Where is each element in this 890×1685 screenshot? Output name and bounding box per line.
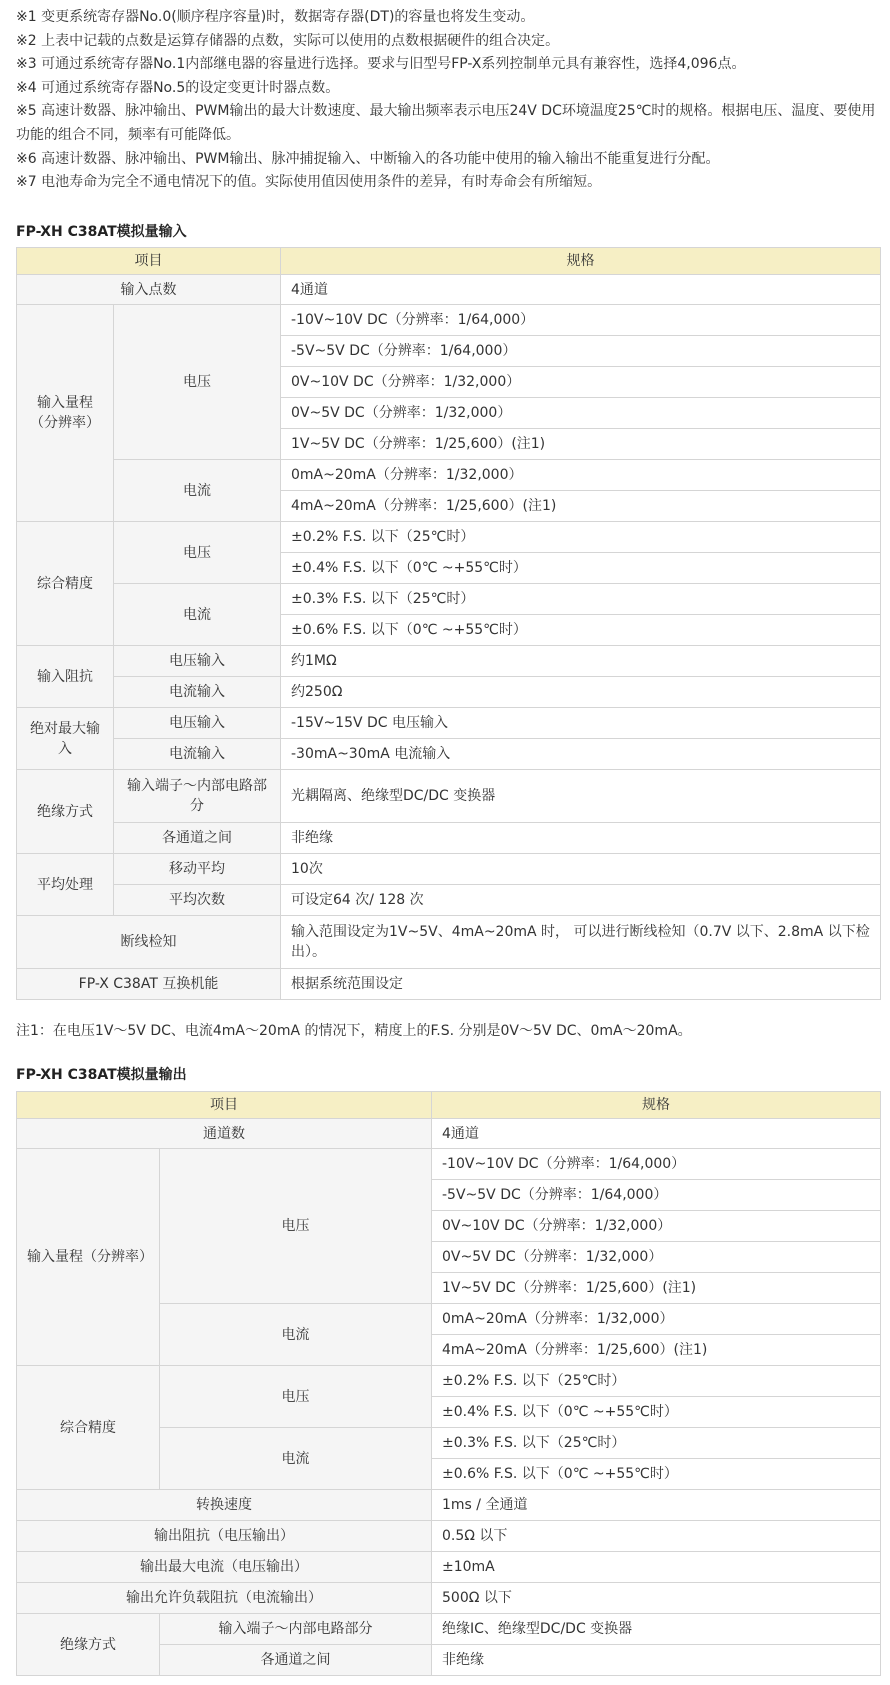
table-row [17, 1149, 881, 1180]
max-current-label: 输出最大电流（电压输出） [17, 1552, 432, 1583]
averaging-label: 平均处理 [17, 854, 114, 916]
table-row [17, 1119, 881, 1149]
header-spec: 规格 [432, 1092, 881, 1119]
out-insulation-terminal-value: 绝缘IC、绝缘型DC/DC 变换器 [432, 1614, 881, 1645]
out-accuracy-current-value: ±0.6% F.S. 以下（0℃ ~+55℃时） [432, 1459, 881, 1490]
absmax-label: 绝对最大输入 [17, 708, 114, 770]
table-row [17, 1521, 881, 1552]
table-row [17, 522, 881, 553]
range-voltage-label: 电压 [114, 305, 281, 460]
out-range-voltage-label: 电压 [160, 1149, 432, 1304]
averaging-moving-value: 10次 [281, 854, 881, 885]
out-accuracy-current-value: ±0.3% F.S. 以下（25℃时） [432, 1428, 881, 1459]
channels-value: 4通道 [432, 1119, 881, 1149]
range-current-value: 4mA~20mA（分辨率：1/25,600）(注1) [281, 491, 881, 522]
range-current-label: 电流 [114, 460, 281, 522]
out-range-label: 输入量程（分辨率） [17, 1149, 160, 1366]
break-detect-value: 输入范围设定为1V~5V、4mA~20mA 时， 可以进行断线检知（0.7V 以下、2.8mA 以下检出）。 [281, 916, 881, 969]
table-row [17, 1614, 881, 1645]
output-impedance-value: 0.5Ω 以下 [432, 1521, 881, 1552]
table-row [17, 739, 881, 770]
analog-output-spec-table [16, 1091, 881, 1676]
table-row [17, 460, 881, 491]
table-row [17, 823, 881, 854]
out-range-voltage-value: -5V~5V DC（分辨率：1/64,000） [432, 1180, 881, 1211]
insulation-terminal-label: 输入端子～内部电路部分 [114, 770, 281, 823]
out-accuracy-voltage-value: ±0.4% F.S. 以下（0℃ ~+55℃时） [432, 1397, 881, 1428]
range-current-value: 0mA~20mA（分辨率：1/32,000） [281, 460, 881, 491]
input-points-label: 输入点数 [17, 275, 281, 305]
out-range-voltage-value: 0V~10V DC（分辨率：1/32,000） [432, 1211, 881, 1242]
out-accuracy-current-label: 电流 [160, 1428, 432, 1490]
output-impedance-label: 输出阻抗（电压输出） [17, 1521, 432, 1552]
note-5: ※5 高速计数器、脉冲输出、PWM输出的最大计数速度、最大输出频率表示电压24V DC环境温度25℃时的规格。根据电压、温度、要使用功能的组合不同，频率有可能降低。 [16, 103, 876, 143]
table-row [17, 885, 881, 916]
insulation-label: 绝缘方式 [17, 770, 114, 854]
table-row [17, 854, 881, 885]
out-insulation-channel-value: 非绝缘 [432, 1645, 881, 1676]
table-row [17, 646, 881, 677]
table-row [17, 584, 881, 615]
accuracy-voltage-value: ±0.4% F.S. 以下（0℃ ~+55℃时） [281, 553, 881, 584]
impedance-current-value: 约250Ω [281, 677, 881, 708]
insulation-channel-label: 各通道之间 [114, 823, 281, 854]
table-row [17, 969, 881, 1000]
range-voltage-value: 0V~5V DC（分辨率：1/32,000） [281, 398, 881, 429]
out-range-current-value: 0mA~20mA（分辨率：1/32,000） [432, 1304, 881, 1335]
input-table-title: FP-XH C38AT模拟量输入 [16, 224, 187, 240]
table-row [17, 1583, 881, 1614]
out-accuracy-voltage-value: ±0.2% F.S. 以下（25℃时） [432, 1366, 881, 1397]
compat-label: FP-X C38AT 互换机能 [17, 969, 281, 1000]
channels-label: 通道数 [17, 1119, 432, 1149]
impedance-voltage-label: 电压输入 [114, 646, 281, 677]
range-label: 输入量程（分辨率） [17, 305, 114, 522]
range-voltage-value: -5V~5V DC（分辨率：1/64,000） [281, 336, 881, 367]
compat-value: 根据系统范围设定 [281, 969, 881, 1000]
header-spec: 规格 [281, 248, 881, 275]
note-6: ※6 高速计数器、脉冲输出、PWM输出、脉冲捕捉输入、中断输入的各功能中使用的输入输出不能重复进行分配。 [16, 150, 720, 167]
output-table-title: FP-XH C38AT模拟量输出 [16, 1067, 187, 1083]
accuracy-voltage-value: ±0.2% F.S. 以下（25℃时） [281, 522, 881, 553]
averaging-count-label: 平均次数 [114, 885, 281, 916]
note-3: ※3 可通过系统寄存器No.1内部继电器的容量进行选择。要求与旧型号FP-X系列控制单元具有兼容性，选择4,096点。 [16, 56, 746, 73]
table-row [17, 1490, 881, 1521]
input-points-value: 4通道 [281, 275, 881, 305]
averaging-count-value: 可设定64 次/ 128 次 [281, 885, 881, 916]
accuracy-current-value: ±0.6% F.S. 以下（0℃ ~+55℃时） [281, 615, 881, 646]
table-header-row [17, 248, 881, 275]
out-insulation-channel-label: 各通道之间 [160, 1645, 432, 1676]
table-row [17, 677, 881, 708]
speed-label: 转换速度 [17, 1490, 432, 1521]
table-row [17, 916, 881, 969]
speed-value: 1ms / 全通道 [432, 1490, 881, 1521]
note-1: ※1 变更系统寄存器No.0(顺序程序容量)时，数据寄存器(DT)的容量也将发生变动。 [16, 9, 535, 25]
impedance-label: 输入阻抗 [17, 646, 114, 708]
range-voltage-value: 0V~10V DC（分辨率：1/32,000） [281, 367, 881, 398]
absmax-voltage-value: -15V~15V DC 电压输入 [281, 708, 881, 739]
table-header-row [17, 1092, 881, 1119]
out-accuracy-voltage-label: 电压 [160, 1366, 432, 1428]
insulation-channel-value: 非绝缘 [281, 823, 881, 854]
table-row [17, 1366, 881, 1397]
absmax-voltage-label: 电压输入 [114, 708, 281, 739]
accuracy-current-label: 电流 [114, 584, 281, 646]
accuracy-current-value: ±0.3% F.S. 以下（25℃时） [281, 584, 881, 615]
accuracy-voltage-label: 电压 [114, 522, 281, 584]
table-row [17, 275, 881, 305]
max-current-value: ±10mA [432, 1552, 881, 1583]
header-item: 项目 [17, 248, 281, 275]
note-7: ※7 电池寿命为完全不通电情况下的值。实际使用值因使用条件的差异，有时寿命会有所缩短。 [16, 174, 602, 191]
table-row [17, 770, 881, 823]
out-range-current-label: 电流 [160, 1304, 432, 1366]
absmax-current-label: 电流输入 [114, 739, 281, 770]
load-impedance-value: 500Ω 以下 [432, 1583, 881, 1614]
note-4: ※4 可通过系统寄存器No.5的设定变更计时器点数。 [16, 79, 340, 96]
out-insulation-terminal-label: 输入端子～内部电路部分 [160, 1614, 432, 1645]
out-range-voltage-value: -10V~10V DC（分辨率：1/64,000） [432, 1149, 881, 1180]
range-voltage-value: -10V~10V DC（分辨率：1/64,000） [281, 305, 881, 336]
averaging-moving-label: 移动平均 [114, 854, 281, 885]
footnote: 注1：在电压1V～5V DC、电流4mA～20mA 的情况下，精度上的F.S. 分别是0V～5V DC、0mA～20mA。 [16, 1023, 692, 1039]
load-impedance-label: 输出允许负载阻抗（电流输出） [17, 1583, 432, 1614]
notes-list [0, 0, 890, 195]
table-row [17, 708, 881, 739]
table-row [17, 1552, 881, 1583]
out-range-current-value: 4mA~20mA（分辨率：1/25,600）(注1) [432, 1335, 881, 1366]
range-voltage-value: 1V~5V DC（分辨率：1/25,600）(注1) [281, 429, 881, 460]
analog-input-spec-table [16, 247, 881, 1000]
break-detect-label: 断线检知 [17, 916, 281, 969]
insulation-terminal-value: 光耦隔离、绝缘型DC/DC 变换器 [281, 770, 881, 823]
absmax-current-value: -30mA~30mA 电流输入 [281, 739, 881, 770]
accuracy-label: 综合精度 [17, 522, 114, 646]
out-range-voltage-value: 0V~5V DC（分辨率：1/32,000） [432, 1242, 881, 1273]
note-2: ※2 上表中记载的点数是运算存储器的点数，实际可以使用的点数根据硬件的组合决定。 [16, 32, 560, 49]
out-accuracy-label: 综合精度 [17, 1366, 160, 1490]
impedance-voltage-value: 约1MΩ [281, 646, 881, 677]
header-item: 项目 [17, 1092, 432, 1119]
table-row [17, 305, 881, 336]
impedance-current-label: 电流输入 [114, 677, 281, 708]
out-range-voltage-value: 1V~5V DC（分辨率：1/25,600）(注1) [432, 1273, 881, 1304]
out-insulation-label: 绝缘方式 [17, 1614, 160, 1676]
